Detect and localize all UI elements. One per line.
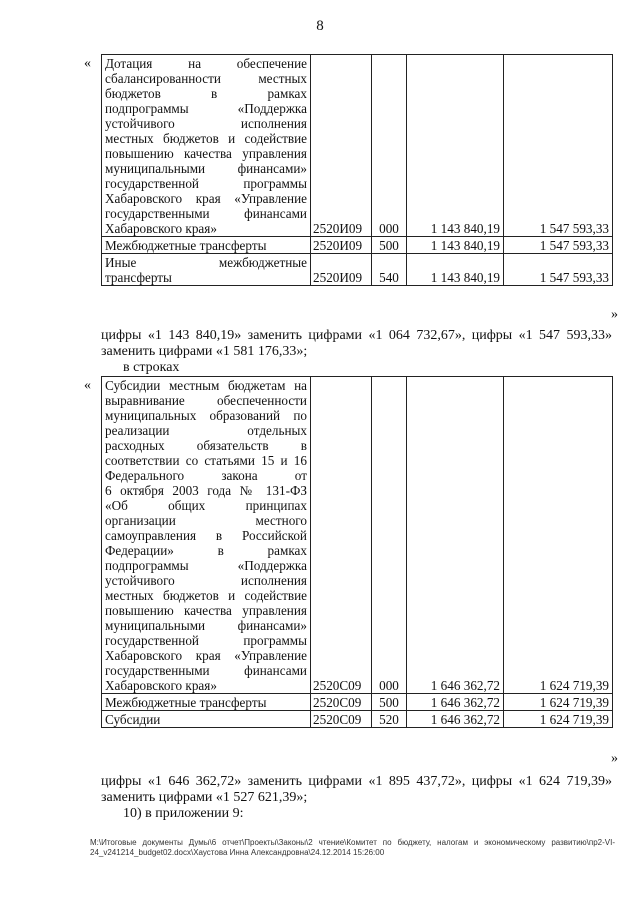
expense-type-code: 000: [372, 377, 407, 694]
description-line: государственной программы: [105, 633, 307, 648]
description-line: бюджетов в рамках: [105, 86, 307, 101]
description-line: устойчивого исполнения: [105, 573, 307, 588]
description-line: выравнивание обеспеченности: [105, 393, 307, 408]
description-line: Межбюджетные трансферты: [105, 238, 267, 253]
description-line: муниципальными финансами»: [105, 618, 307, 633]
description-line: подпрограммы «Поддержка: [105, 101, 307, 116]
budget-table-1: [101, 54, 613, 286]
paragraph-2: [101, 774, 612, 822]
amount-year-1: 1 646 362,72: [407, 694, 504, 711]
description-line: подпрограммы «Поддержка: [105, 558, 307, 573]
description-line: расходных обязательств в: [105, 438, 307, 453]
table-row: [102, 254, 613, 286]
row-description: [102, 694, 311, 711]
description-line: устойчивого исполнения: [105, 116, 307, 131]
paragraph-1-line-2: заменить цифрами «1 581 176,33»;: [101, 344, 308, 359]
target-article-code: 2520И09: [311, 237, 372, 254]
description-line: государственными финансами: [105, 206, 307, 221]
expense-type-code: 520: [372, 711, 407, 728]
table-row: [102, 237, 613, 254]
description-line: самоуправления в Российской: [105, 528, 307, 543]
description-line: местных бюджетов и содействие: [105, 588, 307, 603]
target-article-code: 2520С09: [311, 694, 372, 711]
target-article-code: 2520С09: [311, 377, 372, 694]
row-description: [102, 711, 311, 728]
footer-line-2: 24_v241214_budget02.docx\Хаустова Инна Александровна\24.12.2014 15:26:00: [90, 848, 385, 857]
description-line: соответствии со статьями 15 и 16: [105, 453, 307, 468]
amount-year-2: 1 547 593,33: [504, 55, 613, 237]
expense-type-code: 000: [372, 55, 407, 237]
row-description: [102, 237, 311, 254]
description-line: Иные межбюджетные: [105, 255, 307, 270]
description-line: повышению качества управления: [105, 603, 307, 618]
file-path-footer: [90, 838, 615, 858]
description-line: реализации отдельных: [105, 423, 307, 438]
paragraph-1-line-3: в строках: [123, 360, 180, 375]
amount-year-2: 1 624 719,39: [504, 377, 613, 694]
amount-year-1: 1 143 840,19: [407, 237, 504, 254]
row-description: [102, 254, 311, 286]
description-line: организации местного: [105, 513, 307, 528]
expense-type-code: 500: [372, 694, 407, 711]
expense-type-code: 540: [372, 254, 407, 286]
amount-year-2: 1 547 593,33: [504, 254, 613, 286]
description-line: сбалансированности местных: [105, 71, 307, 86]
paragraph-2-line-1: цифры «1 646 362,72» заменить цифрами «1 895 437,72», цифры «1 624 719,39»: [101, 774, 612, 789]
description-line: муниципальными финансами»: [105, 161, 307, 176]
footer-line-1: M:\Итоговые документы Думы\6 отчет\Проекты\Законы\2 чтение\Комитет по бюджету, налогам и экономическому развитию\пр2-VI-: [90, 838, 615, 847]
budget-table-2: [101, 376, 613, 728]
description-line: местных бюджетов и содействие: [105, 131, 307, 146]
description-line: Хабаровского края «Управление: [105, 191, 307, 206]
target-article-code: 2520И09: [311, 55, 372, 237]
description-line: Хабаровского края»: [105, 221, 217, 236]
paragraph-1: [101, 328, 612, 376]
row-description: [102, 377, 311, 694]
description-line: Дотация на обеспечение: [105, 56, 307, 71]
target-article-code: 2520И09: [311, 254, 372, 286]
description-line: государственными финансами: [105, 663, 307, 678]
description-line: трансферты: [105, 270, 172, 285]
amount-year-1: 1 646 362,72: [407, 377, 504, 694]
table-row: [102, 711, 613, 728]
description-line: Межбюджетные трансферты: [105, 695, 267, 710]
page-number: 8: [316, 18, 324, 34]
description-line: Хабаровского края»: [105, 678, 217, 693]
amount-year-2: 1 547 593,33: [504, 237, 613, 254]
description-line: Хабаровского края «Управление: [105, 648, 307, 663]
opening-quote: «: [84, 56, 91, 71]
table-row: [102, 55, 613, 237]
description-line: Субсидии местным бюджетам на: [105, 378, 307, 393]
table-row: [102, 377, 613, 694]
expense-type-code: 500: [372, 237, 407, 254]
description-line: муниципальных образований по: [105, 408, 307, 423]
opening-quote-2: «: [84, 378, 91, 393]
description-line: Федерального закона от: [105, 468, 307, 483]
target-article-code: 2520С09: [311, 711, 372, 728]
paragraph-1-line-1: цифры «1 143 840,19» заменить цифрами «1 064 732,67», цифры «1 547 593,33»: [101, 328, 612, 343]
amount-year-1: 1 143 840,19: [407, 254, 504, 286]
description-line: государственной программы: [105, 176, 307, 191]
closing-quote-2: »: [611, 751, 618, 766]
paragraph-2-line-3: 10) в приложении 9:: [123, 806, 244, 821]
amount-year-2: 1 624 719,39: [504, 694, 613, 711]
paragraph-2-line-2: заменить цифрами «1 527 621,39»;: [101, 790, 308, 805]
description-line: повышению качества управления: [105, 146, 307, 161]
description-line: Федерации» в рамках: [105, 543, 307, 558]
row-description: [102, 55, 311, 237]
closing-quote: »: [611, 307, 618, 322]
description-line: «Об общих принципах: [105, 498, 307, 513]
description-line: Субсидии: [105, 712, 161, 727]
amount-year-1: 1 646 362,72: [407, 711, 504, 728]
description-line: 6 октября 2003 года № 131-ФЗ: [105, 483, 307, 498]
amount-year-2: 1 624 719,39: [504, 711, 613, 728]
amount-year-1: 1 143 840,19: [407, 55, 504, 237]
table-row: [102, 694, 613, 711]
